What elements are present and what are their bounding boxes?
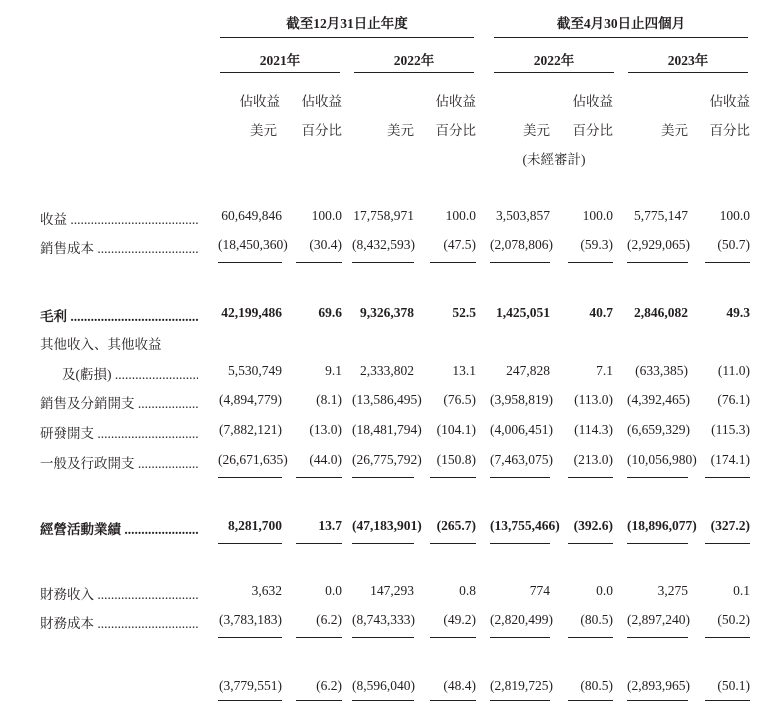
- subtotal-rule: [352, 637, 414, 638]
- group-underline-months: [494, 37, 748, 38]
- percent-cell: 0.0: [596, 583, 613, 598]
- amount-cell: (8,432,593): [352, 237, 415, 252]
- percent-cell: (76.5): [443, 392, 476, 407]
- subtotal-rule: [430, 262, 476, 263]
- subtotal-rule: [490, 637, 550, 638]
- amount-cell: (26,775,792): [352, 452, 422, 467]
- amount-cell: 3,275: [657, 583, 688, 598]
- row-label-gross-profit: 毛利 .....: [40, 305, 198, 325]
- percent-cell: (115.3): [711, 422, 750, 437]
- amount-cell: 17,758,971: [353, 208, 414, 223]
- percent-cell: 13.1: [452, 363, 476, 378]
- amount-cell: (6,659,329): [627, 422, 690, 437]
- subtotal-rule: [490, 543, 550, 544]
- row-label-selling-expenses: 銷售及分銷開支 .....: [40, 392, 198, 412]
- year-underline: [220, 72, 340, 73]
- subtotal-rule: [627, 543, 688, 544]
- percent-cell: (50.2): [717, 612, 750, 627]
- year-header-2021: 2021年: [259, 53, 301, 68]
- subtotal-rule: [218, 477, 282, 478]
- percent-cell: (59.3): [580, 237, 613, 252]
- amount-cell: 8,281,700: [228, 518, 282, 533]
- amount-cell: 2,846,082: [634, 305, 688, 320]
- percent-cell: (76.1): [717, 392, 750, 407]
- subheader-unaudited: (未經審計): [522, 152, 586, 167]
- subtotal-rule: [352, 700, 414, 701]
- amount-cell: (2,078,806): [490, 237, 553, 252]
- percent-cell: 52.5: [452, 305, 476, 320]
- percent-cell: (104.1): [436, 422, 476, 437]
- percent-cell: (47.5): [443, 237, 476, 252]
- percent-cell: (265.7): [436, 518, 476, 533]
- amount-cell: (4,894,779): [219, 392, 282, 407]
- amount-cell: (4,392,465): [627, 392, 690, 407]
- percent-cell: (80.5): [580, 612, 613, 627]
- percent-cell: (213.0): [573, 452, 613, 467]
- row-label-cost-of-sales: 銷售成本 .....: [40, 237, 198, 257]
- percent-cell: 100.0: [719, 208, 750, 223]
- percent-cell: (50.1): [717, 678, 750, 693]
- amount-cell: 3,503,857: [496, 208, 550, 223]
- amount-cell: (4,006,451): [490, 422, 553, 437]
- year-underline: [494, 72, 614, 73]
- percent-cell: (6.2): [316, 612, 342, 627]
- percent-cell: (30.4): [309, 237, 342, 252]
- subtotal-rule: [568, 262, 613, 263]
- year-underline: [628, 72, 748, 73]
- subtotal-rule: [705, 262, 750, 263]
- amount-cell: (7,882,121): [219, 422, 282, 437]
- amount-cell: (3,783,183): [219, 612, 282, 627]
- subheader-usd: 美元: [523, 123, 550, 138]
- subheader-pct-line1: 佔收益: [709, 94, 750, 109]
- subheader-pct-line1: 佔收益: [301, 94, 342, 109]
- percent-cell: 69.6: [318, 305, 342, 320]
- subtotal-rule: [296, 262, 342, 263]
- amount-cell: (2,820,499): [490, 612, 553, 627]
- subtotal-rule: [430, 700, 476, 701]
- subtotal-rule: [568, 637, 613, 638]
- subtotal-rule: [430, 637, 476, 638]
- row-label-other-income-line2: 及(虧損) .....: [62, 363, 198, 383]
- subtotal-rule: [490, 700, 550, 701]
- amount-cell: (13,755,466): [490, 518, 560, 533]
- amount-cell: (47,183,901): [352, 518, 422, 533]
- subtotal-rule: [296, 543, 342, 544]
- percent-cell: (6.2): [316, 678, 342, 693]
- percent-cell: (49.2): [443, 612, 476, 627]
- amount-cell: (2,893,965): [627, 678, 690, 693]
- percent-cell: (392.6): [573, 518, 613, 533]
- amount-cell: (10,056,980): [627, 452, 697, 467]
- percent-cell: (13.0): [309, 422, 342, 437]
- amount-cell: 247,828: [506, 363, 550, 378]
- group-header-months: 截至4月30日止四個月: [556, 16, 686, 31]
- amount-cell: 774: [529, 583, 550, 598]
- amount-cell: 5,530,749: [228, 363, 282, 378]
- percent-cell: (80.5): [580, 678, 613, 693]
- amount-cell: (18,896,077): [627, 518, 697, 533]
- percent-cell: 49.3: [726, 305, 750, 320]
- subheader-pct-line2: 百分比: [301, 123, 342, 138]
- percent-cell: 100.0: [311, 208, 342, 223]
- amount-cell: 5,775,147: [634, 208, 688, 223]
- subtotal-rule: [568, 543, 613, 544]
- amount-cell: 9,326,378: [360, 305, 414, 320]
- year-header-2023-period: 2023年: [667, 53, 709, 68]
- percent-cell: 0.8: [459, 583, 476, 598]
- percent-cell: 9.1: [325, 363, 342, 378]
- percent-cell: (48.4): [443, 678, 476, 693]
- amount-cell: (2,819,725): [490, 678, 553, 693]
- amount-cell: 147,293: [370, 583, 414, 598]
- subheader-pct-line2: 百分比: [572, 123, 613, 138]
- amount-cell: (633,385): [635, 363, 688, 378]
- subheader-pct-line2: 百分比: [709, 123, 750, 138]
- amount-cell: 60,649,846: [221, 208, 282, 223]
- percent-cell: 100.0: [445, 208, 476, 223]
- amount-cell: (8,743,333): [352, 612, 415, 627]
- percent-cell: 0.0: [325, 583, 342, 598]
- subtotal-rule: [627, 700, 688, 701]
- subheader-pct-line1: 佔收益: [572, 94, 613, 109]
- subtotal-rule: [352, 477, 414, 478]
- percent-cell: 7.1: [596, 363, 613, 378]
- row-label-other-income-line1: 其他收入、其他收益: [40, 337, 162, 352]
- group-header-year: 截至12月31日止年度: [286, 16, 408, 31]
- subtotal-rule: [218, 700, 282, 701]
- amount-cell: (18,450,360): [218, 237, 288, 252]
- percent-cell: (11.0): [717, 363, 750, 378]
- subtotal-rule: [352, 543, 414, 544]
- subtotal-rule: [490, 477, 550, 478]
- amount-cell: 1,425,051: [496, 305, 550, 320]
- subheader-usd: 美元: [661, 123, 688, 138]
- amount-cell: (26,671,635): [218, 452, 288, 467]
- subtotal-rule: [430, 543, 476, 544]
- subtotal-rule: [627, 477, 688, 478]
- amount-cell: 2,333,802: [360, 363, 414, 378]
- percent-cell: 100.0: [582, 208, 613, 223]
- row-label-rnd-expenses: 研發開支 .....: [40, 422, 198, 442]
- year-underline: [354, 72, 474, 73]
- subtotal-rule: [568, 700, 613, 701]
- amount-cell: (3,958,819): [490, 392, 553, 407]
- percent-cell: (44.0): [309, 452, 342, 467]
- percent-cell: 40.7: [589, 305, 613, 320]
- percent-cell: 0.1: [733, 583, 750, 598]
- subtotal-rule: [296, 700, 342, 701]
- year-header-2022: 2022年: [393, 53, 435, 68]
- subheader-pct-line1: 佔收益: [435, 94, 476, 109]
- subtotal-rule: [705, 477, 750, 478]
- percent-cell: (50.7): [717, 237, 750, 252]
- subtotal-rule: [218, 637, 282, 638]
- percent-cell: (174.1): [710, 452, 750, 467]
- subtotal-rule: [218, 262, 282, 263]
- row-label-operating-result: 經營活動業績 .....: [40, 518, 198, 538]
- row-label-finance-costs: 財務成本 .....: [40, 612, 198, 632]
- subheader-usd: 美元: [387, 123, 414, 138]
- amount-cell: (8,596,040): [352, 678, 415, 693]
- subheader-usd: 美元: [250, 123, 277, 138]
- subheader-pct-line1: 佔收益: [239, 94, 280, 109]
- subtotal-rule: [705, 637, 750, 638]
- percent-cell: (113.0): [574, 392, 613, 407]
- amount-cell: (13,586,495): [352, 392, 422, 407]
- percent-cell: (150.8): [436, 452, 476, 467]
- amount-cell: 42,199,486: [221, 305, 282, 320]
- subtotal-rule: [490, 262, 550, 263]
- subtotal-rule: [627, 637, 688, 638]
- percent-cell: (8.1): [316, 392, 342, 407]
- subtotal-rule: [430, 477, 476, 478]
- amount-cell: (2,897,240): [627, 612, 690, 627]
- amount-cell: (7,463,075): [490, 452, 553, 467]
- amount-cell: (18,481,794): [352, 422, 422, 437]
- subheader-pct-line2: 百分比: [435, 123, 476, 138]
- subtotal-rule: [705, 543, 750, 544]
- subtotal-rule: [568, 477, 613, 478]
- subtotal-rule: [352, 262, 414, 263]
- subtotal-rule: [627, 262, 688, 263]
- subtotal-rule: [296, 637, 342, 638]
- amount-cell: 3,632: [251, 583, 282, 598]
- row-label-revenue: 收益 .....: [40, 208, 198, 228]
- year-header-2022-period: 2022年: [533, 53, 575, 68]
- subtotal-rule: [218, 543, 282, 544]
- percent-cell: 13.7: [318, 518, 342, 533]
- amount-cell: (3,779,551): [219, 678, 282, 693]
- subtotal-rule: [705, 700, 750, 701]
- row-label-admin-expenses: 一般及行政開支 .....: [40, 452, 198, 472]
- amount-cell: (2,929,065): [627, 237, 690, 252]
- group-underline-year: [220, 37, 474, 38]
- percent-cell: (327.2): [710, 518, 750, 533]
- row-label-finance-income: 財務收入 .....: [40, 583, 198, 603]
- subtotal-rule: [296, 477, 342, 478]
- percent-cell: (114.3): [574, 422, 613, 437]
